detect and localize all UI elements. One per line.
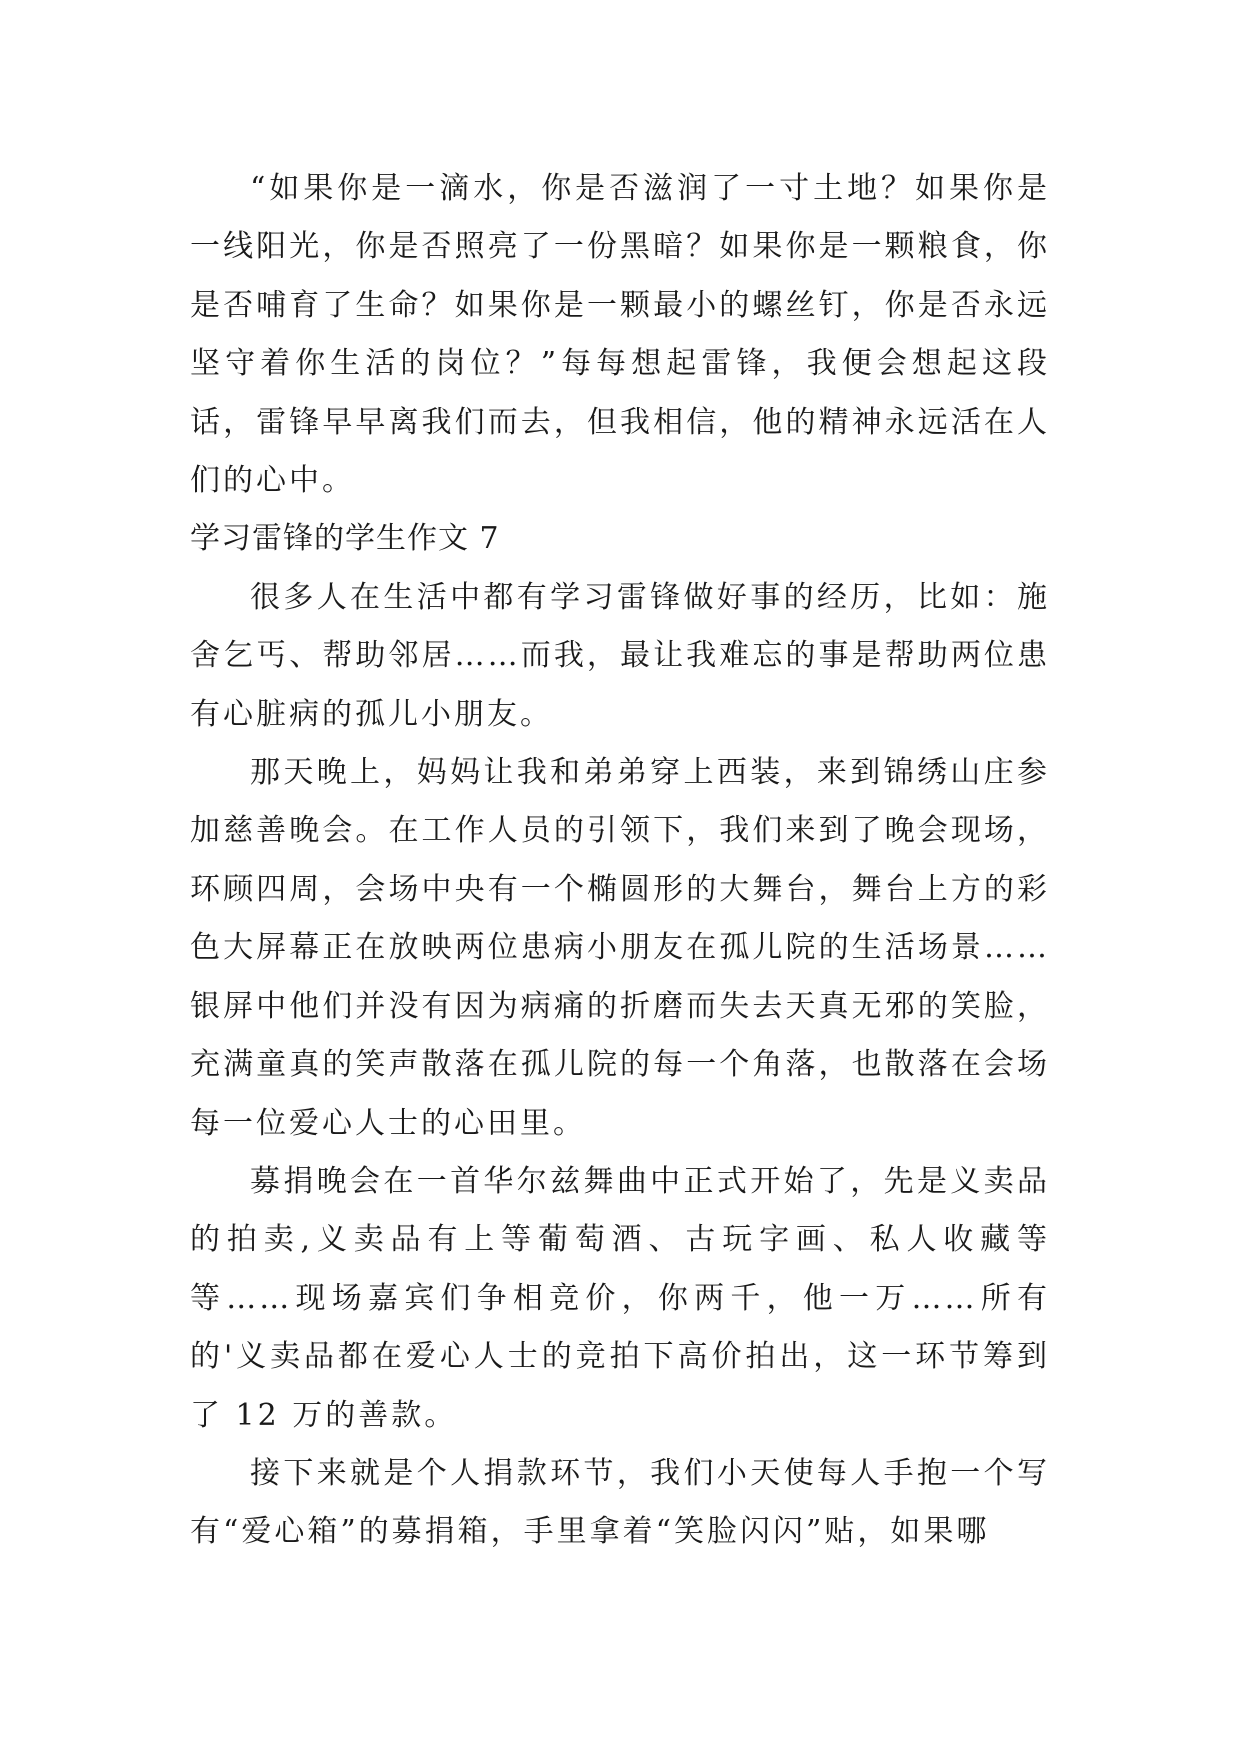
- paragraph-4: 接下来就是个人捐款环节，我们小天使每人手抱一个写有“爱心箱”的募捐箱，手里拿着“笑脸闪闪”贴，如果哪: [190, 1455, 1050, 1550]
- section-heading: 学习雷锋的学生作文 7: [190, 521, 500, 557]
- paragraph-1: 很多人在生活中都有学习雷锋做好事的经历，比如：施舍乞丐、帮助邻居……而我，最让我难忘的事是帮助两位患有心脏病的孤儿小朋友。: [190, 579, 1050, 732]
- paragraph-2: 那天晚上，妈妈让我和弟弟穿上西装，来到锦绣山庄参加慈善晚会。在工作人员的引领下，我们来到了晚会现场，环顾四周，会场中央有一个椭圆形的大舞台，舞台上方的彩色大屏幕正在放映两位患病小朋友在孤儿院的生活场景……银屏中他们并没有因为病痛的折磨而失去天真无邪的笑脸，充满童真的笑声散落在孤儿院的每一个角落，也散落在会场每一位爱心人士的心田里。: [190, 755, 1050, 1141]
- paragraph-3: 募捐晚会在一首华尔兹舞曲中正式开始了，先是义卖品的拍卖,义卖品有上等葡萄酒、古玩字画、私人收藏等等……现场嘉宾们争相竞价，你两千，他一万……所有的'义卖品都在爱心人士的竞拍下高价拍出，这一环节筹到了 12 万的善款。: [190, 1163, 1050, 1433]
- document-body: [190, 160, 1050, 1562]
- paragraph-quote: “如果你是一滴水，你是否滋润了一寸土地？如果你是一线阳光，你是否照亮了一份黑暗？如果你是一颗粮食，你是否哺育了生命？如果你是一颗最小的螺丝钉，你是否永远坚守着你生活的岗位？”每每想起雷锋，我便会想起这段话，雷锋早早离我们而去，但我相信，他的精神永远活在人们的心中。: [190, 171, 1050, 499]
